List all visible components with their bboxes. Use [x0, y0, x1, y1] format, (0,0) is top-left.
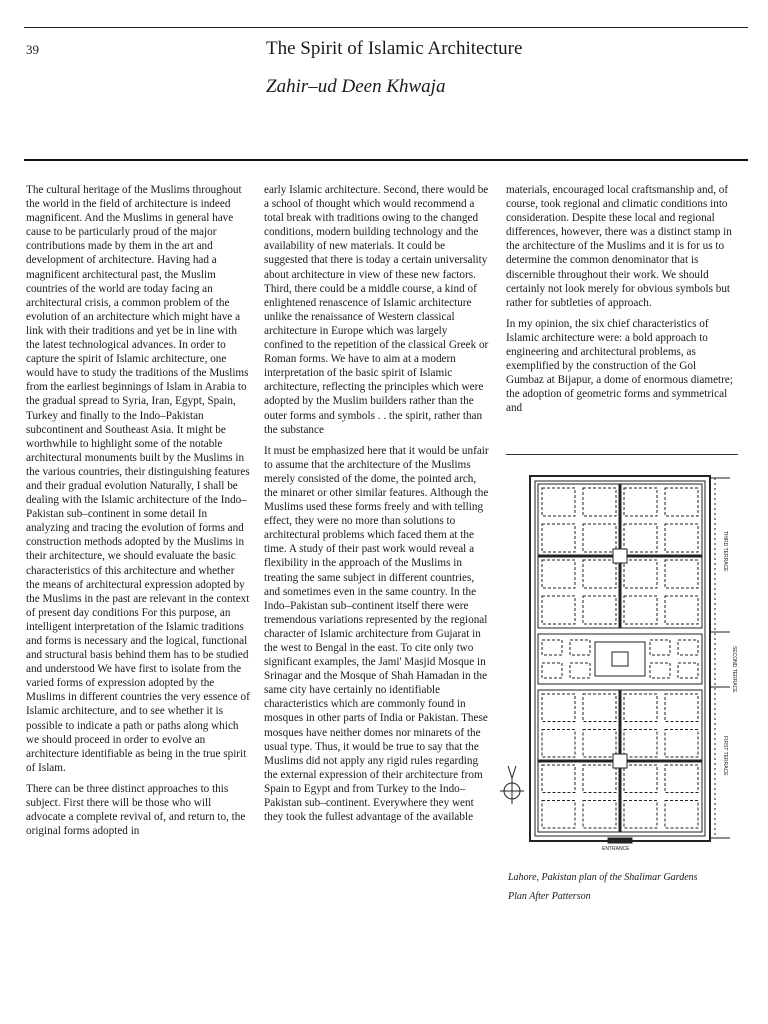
plan-parterre: [665, 801, 698, 829]
paragraph: In my opinion, the six chief characteristics of Islamic architecture were: a bold approach to engineering and architectural problems, as exemplified by the construction of the Gol Gumbaz at Bijapur, a dome of enormous diametre; the adoption of geometric forms and symmetrical and: [506, 317, 733, 415]
plan-platform: [612, 652, 628, 666]
plan-entrance-gate: [608, 838, 632, 843]
plan-pavilion: [613, 754, 627, 768]
label-second-terrace: SECOND TERRACE: [731, 646, 737, 693]
paragraph: early Islamic architecture. Second, there would be a school of thought which would recommend a total break with traditions owing to the changed conditions, modern building technology and the availability of new materials. It could be suggested that there is today a certain universality about architecture in view of these new factors. Third, there could be a middle course, a kind of enlightened renascence of Islamic architecture unlike the renaissance of Western classical architecture in Europe which was largely confined to the repetition of the classical Greek or Roman forms. We have to aim at a modern interpretation of the basic spirit of Islamic architecture, reflecting the principles which were adopted by the Muslim builders rather than the outer forms and symbols . . the spirit, rather than the substance: [264, 184, 489, 436]
paragraph: There can be three distinct approaches to this subject. First there will be those who will advocate a complete revival of, and return to, the original forms adopted in: [26, 782, 246, 838]
plan-parterre: [583, 488, 616, 516]
plan-parterre: [624, 694, 657, 722]
plan-parterre: [624, 560, 657, 588]
garden-plan-figure: [500, 466, 750, 866]
text-column-1: [26, 183, 250, 845]
plan-small-parterre: [650, 663, 670, 678]
plan-parterre: [542, 765, 575, 793]
plan-parterre: [583, 560, 616, 588]
plan-parterre: [665, 730, 698, 758]
header-rule: [24, 159, 748, 161]
plan-parterre: [542, 730, 575, 758]
plan-parterre: [542, 694, 575, 722]
top-rule: [24, 27, 748, 28]
plan-small-parterre: [678, 640, 698, 655]
plan-parterre: [542, 596, 575, 624]
garden-plan-drawing: [500, 466, 750, 866]
text-column-2: [264, 183, 489, 831]
caption-line-1: Lahore, Pakistan plan of the Shalimar Gardens: [508, 872, 698, 883]
plan-parterre: [542, 488, 575, 516]
plan-parterre: [542, 560, 575, 588]
figure-caption: [508, 868, 748, 906]
paragraph: The cultural heritage of the Muslims throughout the world in the field of architecture is indeed magnificent. And the Muslims in general have cause to be particularly proud of the major contributions made by them in the art and development of architecture. Having had a magnificent architectural past, the Muslim countries of the world are today facing an architectural crisis, a common problem of the evolution of an architecture which might have a link with their traditions and yet be in line with the latest technological advances. In order to capture the spirit of Islamic architecture, one would have to study the traditions of the Muslims from the earliest beginnings of Islam in Arabia to the gradual spread to Syria, Iran, Egypt, Spain, Turkey and finally to the Indo–Pakistan subcontinent and Southeast Asia. It might be worthwhile to highlight some of the notable architectural monuments built by the Muslims in the various countries, their distinguishing features and their gradual evolution Naturally, I shall be dealing with the Islamic architecture of the Indo–Pakistan sub–continent in some detail In analyzing and tracing the evolution of forms and construction methods adopted by the Muslims in their architecture, we should evaluate the basic characteristics of this architecture and whether the means of architectural expression adopted by the Muslims in the past are relevant in the context of present day conditions For this purpose, an intelligent interpretation of the Islamic traditions and forms is necessary and the logical, functional and structural basis behind them has to be studied and understood We have first to isolate from the varied forms of expression adopted by the Muslims in different countries the very essence of Islamic architecture, and to see whether it is possible to indicate a path or paths along which we should proceed in order to evolve an architecture identifiable as being in the true spirit of Islam.: [26, 184, 250, 774]
plan-parterre: [665, 596, 698, 624]
plan-small-parterre: [650, 640, 670, 655]
label-entrance: ENTRANCE: [602, 846, 630, 852]
plan-parterre: [624, 801, 657, 829]
plan-parterre: [542, 524, 575, 552]
figure-rule: [506, 454, 738, 455]
plan-parterre: [624, 765, 657, 793]
plan-parterre: [583, 765, 616, 793]
plan-parterre: [624, 596, 657, 624]
plan-small-parterre: [542, 640, 562, 655]
plan-parterre: [583, 524, 616, 552]
plan-parterre: [665, 765, 698, 793]
plan-parterre: [624, 524, 657, 552]
plan-small-parterre: [570, 640, 590, 655]
north-arrow-icon: [508, 766, 516, 778]
plan-parterre: [583, 596, 616, 624]
plan-small-parterre: [678, 663, 698, 678]
plan-parterre: [665, 524, 698, 552]
paragraph: materials, encouraged local craftsmanship and, of course, took regional and climatic conditions into consideration. Despite these local and regional differences, however, there was a distinct stamp in the architecture of the Muslims and it is for us to determine the common denominator that is discernible throughout their work. We should certainly not look merely for obvious symbols but rather for subtleties of approach.: [506, 184, 732, 309]
caption-line-2: Plan After Patterson: [508, 891, 591, 902]
plan-parterre: [542, 801, 575, 829]
plan-parterre: [624, 730, 657, 758]
plan-parterre: [665, 694, 698, 722]
label-third-terrace: THIRD TERRACE: [722, 531, 728, 572]
plan-tank: [595, 642, 645, 676]
plan-small-parterre: [542, 663, 562, 678]
text-column-3: [506, 183, 734, 423]
plan-parterre: [583, 801, 616, 829]
label-first-terrace: FIRST TERRACE: [722, 736, 728, 776]
plan-parterre: [665, 560, 698, 588]
plan-small-parterre: [570, 663, 590, 678]
plan-parterre: [624, 488, 657, 516]
article-title: The Spirit of Islamic Architecture: [266, 38, 523, 59]
plan-parterre: [583, 694, 616, 722]
plan-parterre: [583, 730, 616, 758]
page-number: 39: [26, 42, 39, 57]
article-author: Zahir–ud Deen Khwaja: [266, 76, 446, 97]
paragraph: It must be emphasized here that it would be unfair to assume that the architecture of the Muslims merely consisted of the dome, the pointed arch, the minaret or other similar features. Although the Muslims used these forms freely and with telling effect, they were no more than solutions to architectural problems which faced them at the time. A study of their past work would reveal a flexibility in the approach of the Muslims in treating the same subject in different countries, and sometimes even in the same country. In the Indo–Pakistan sub–continent itself there were tremendous variations represented by the regional character of Islamic architecture from Gujarat in the west to Bengal in the east. To cite only two significant examples, the Jami' Masjid Mosque in Srinagar and the Mosque of Shah Hamadan in the same city have certainly no identifiable characteristics which are commonly found in mosques in other parts of India or Pakistan. These mosques have neither domes nor minarets of the usual type. Thus, it would be true to say that the Muslims did not apply any rigid rules regarding the external expression of their architecture from Spain to Egypt and from Turkey to the Indo–Pakistan sub–continent. Everywhere they went they took the fullest advantage of the available: [264, 444, 489, 824]
plan-parterre: [665, 488, 698, 516]
plan-pavilion: [613, 549, 627, 563]
